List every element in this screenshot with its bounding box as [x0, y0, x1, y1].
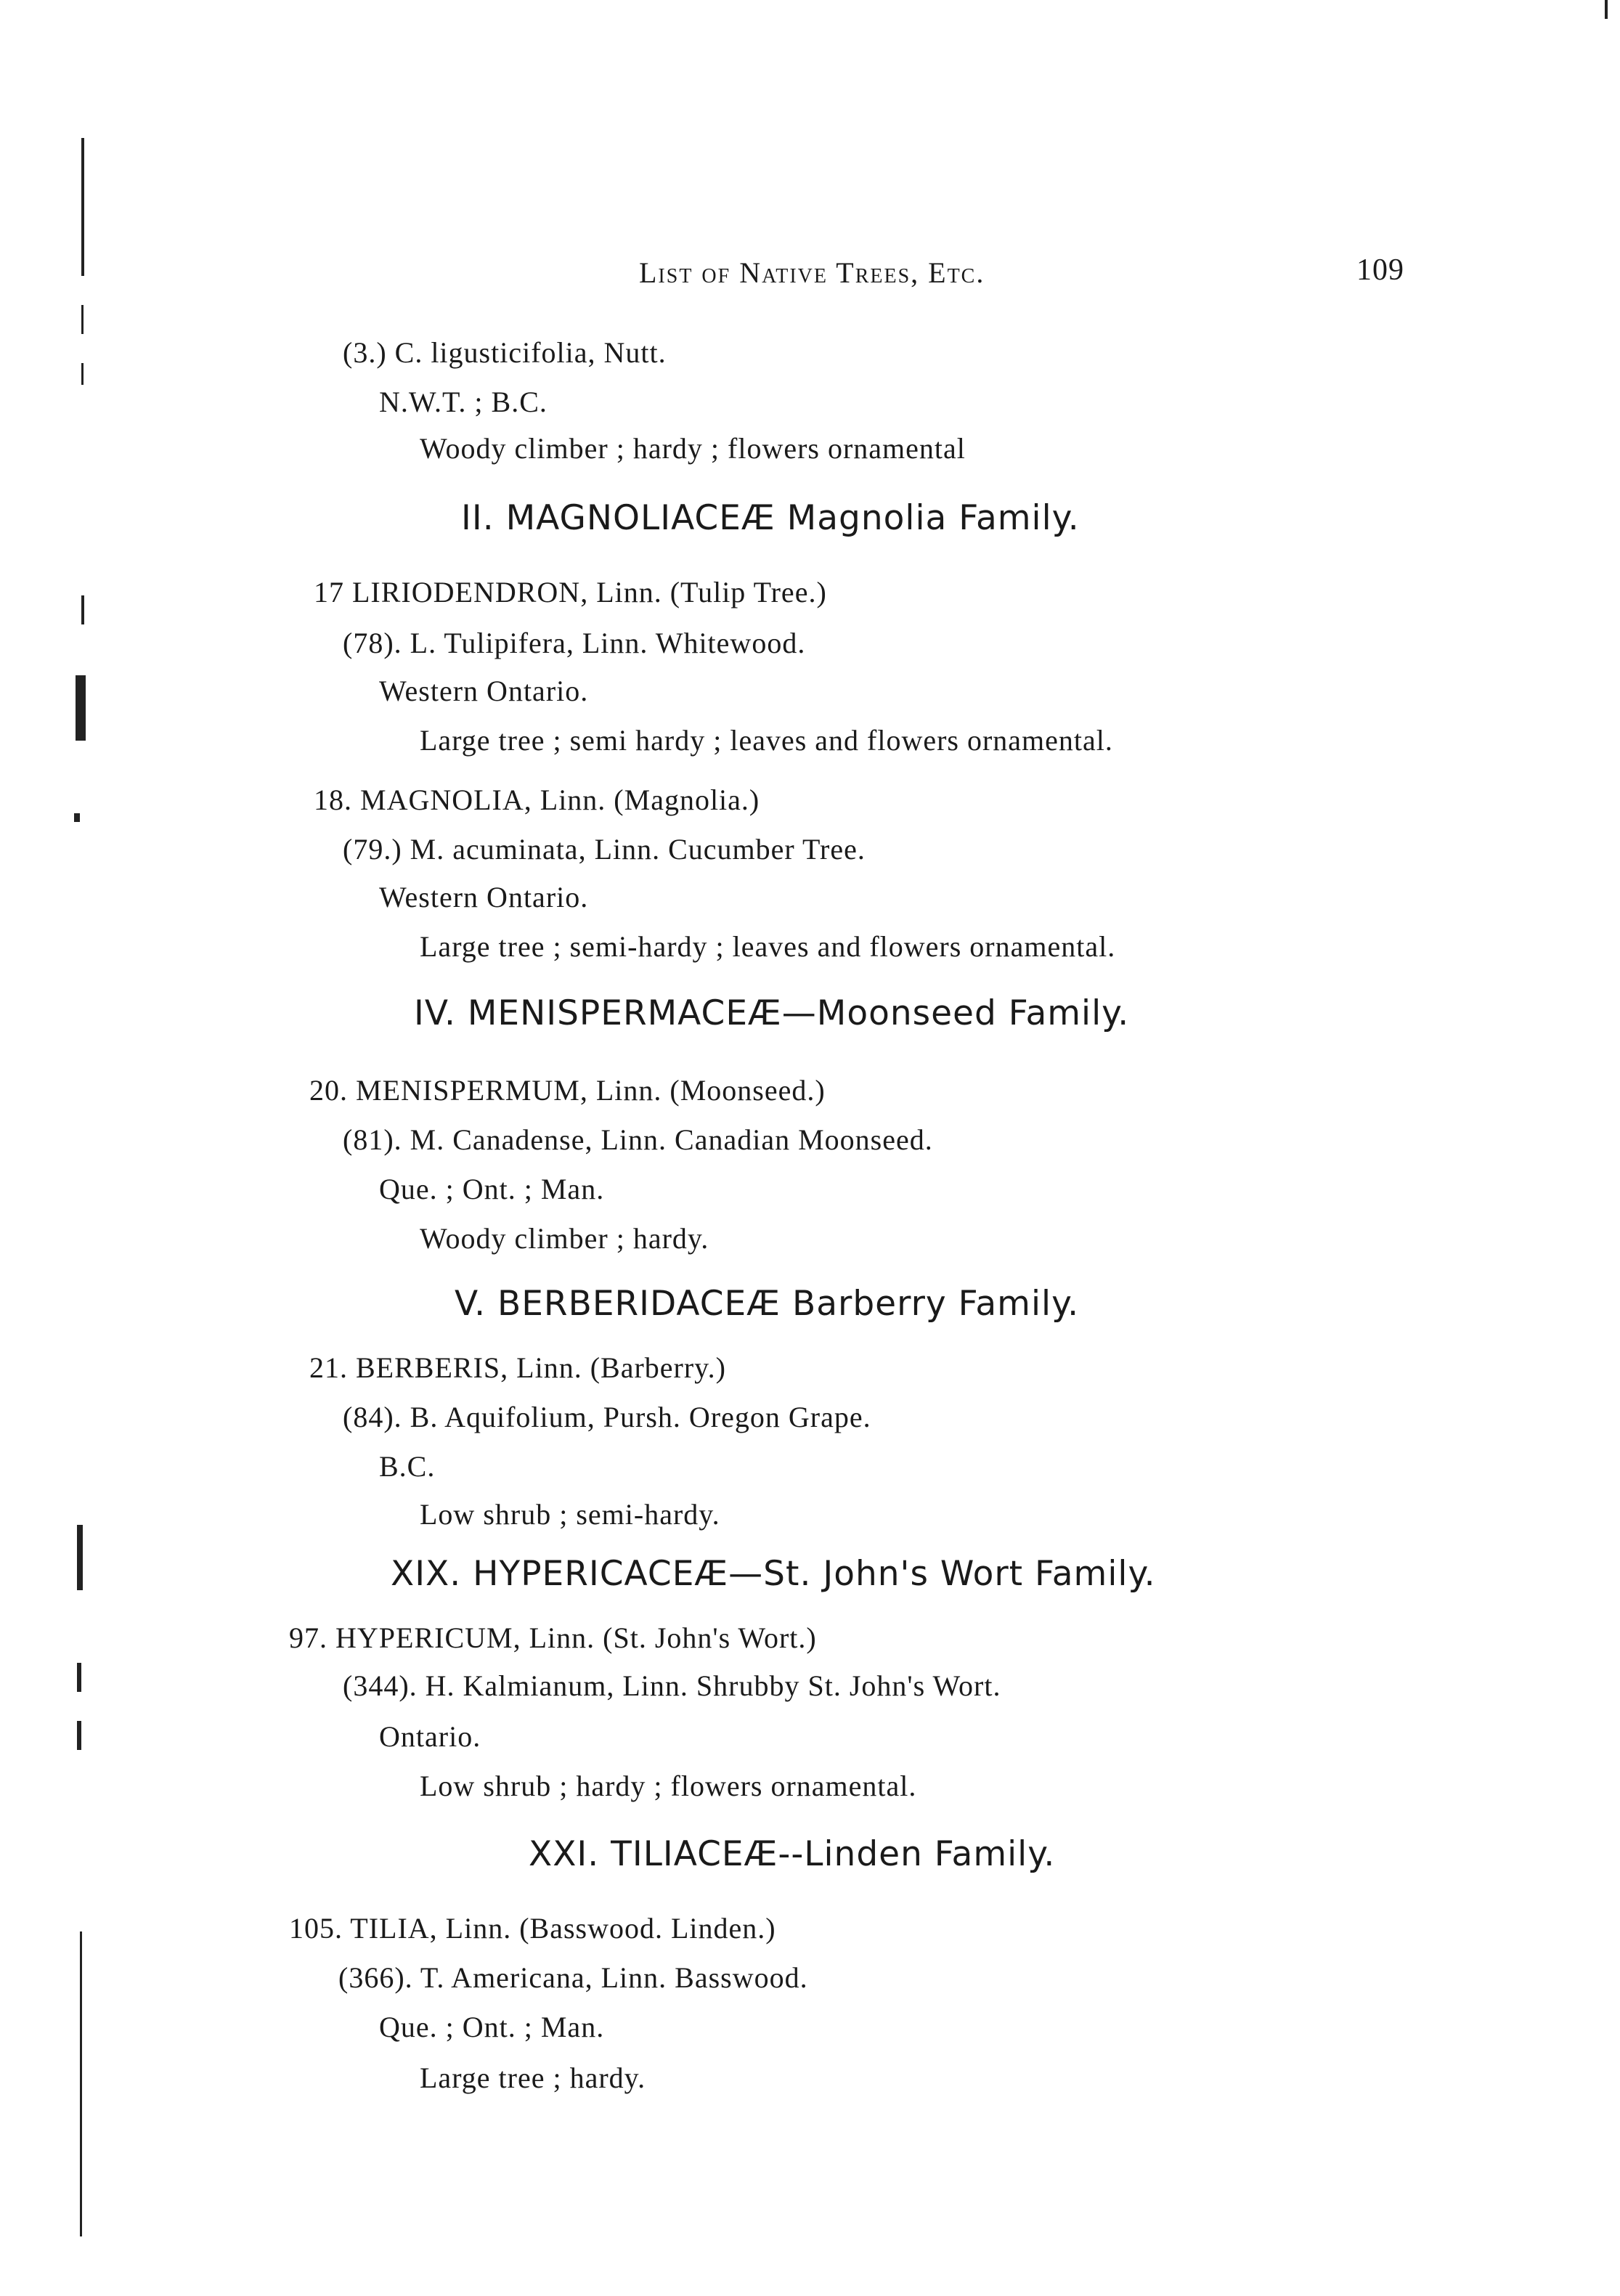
species-line: (79.) M. acuminata, Linn. Cucumber Tree. — [343, 833, 866, 866]
scan-artifact — [80, 1931, 82, 2236]
species-line: (3.) C. ligusticifolia, Nutt. — [343, 336, 667, 369]
genus-line: 20. MENISPERMUM, Linn. (Moonseed.) — [309, 1074, 826, 1107]
page-number: 109 — [1356, 253, 1404, 287]
family-heading: XXI. TILIACEÆ--Linden Family. — [529, 1834, 1056, 1874]
family-heading: V. BERBERIDACEÆ Barberry Family. — [455, 1284, 1080, 1324]
scan-artifact — [81, 595, 84, 624]
running-title: List of Native Trees, Etc. — [639, 256, 985, 289]
range-line: Que. ; Ont. ; Man. — [379, 2011, 605, 2043]
family-heading: II. MAGNOLIACEÆ Magnolia Family. — [461, 498, 1080, 538]
description-line: Large tree ; hardy. — [420, 2061, 646, 2094]
scan-artifact — [74, 813, 80, 822]
range-line: B.C. — [379, 1450, 436, 1483]
scan-artifact — [76, 675, 86, 741]
family-heading: IV. MENISPERMACEÆ—Moonseed Family. — [414, 993, 1130, 1033]
species-line: (366). T. Americana, Linn. Basswood. — [338, 1961, 808, 1994]
species-line: (81). M. Canadense, Linn. Canadian Moonseed. — [343, 1123, 933, 1156]
range-line: Ontario. — [379, 1720, 481, 1753]
range-line: Western Ontario. — [379, 675, 589, 707]
description-line: Woody climber ; hardy ; flowers ornamental — [420, 432, 966, 465]
scan-artifact — [77, 1663, 81, 1692]
description-line: Low shrub ; hardy ; flowers ornamental. — [420, 1770, 917, 1802]
scan-artifact — [81, 138, 84, 276]
scan-artifact — [1605, 0, 1608, 19]
species-line: (78). L. Tulipifera, Linn. Whitewood. — [343, 627, 806, 659]
description-line: Woody climber ; hardy. — [420, 1222, 709, 1255]
scan-artifact — [77, 1525, 83, 1590]
scan-artifact — [77, 1721, 81, 1750]
description-line: Low shrub ; semi-hardy. — [420, 1498, 720, 1531]
description-line: Large tree ; semi hardy ; leaves and flowers ornamental. — [420, 724, 1113, 757]
genus-line: 17 LIRIODENDRON, Linn. (Tulip Tree.) — [314, 576, 827, 608]
range-line: N.W.T. ; B.C. — [379, 386, 548, 418]
description-line: Large tree ; semi-hardy ; leaves and flowers ornamental. — [420, 930, 1116, 963]
genus-line: 18. MAGNOLIA, Linn. (Magnolia.) — [314, 783, 760, 816]
family-heading: XIX. HYPERICACEÆ—St. John's Wort Family. — [391, 1554, 1156, 1594]
genus-line: 21. BERBERIS, Linn. (Barberry.) — [309, 1351, 726, 1384]
range-line: Western Ontario. — [379, 881, 589, 913]
genus-line: 97. HYPERICUM, Linn. (St. John's Wort.) — [289, 1621, 817, 1654]
genus-line: 105. TILIA, Linn. (Basswood. Linden.) — [289, 1912, 776, 1945]
scan-artifact — [81, 305, 84, 334]
scan-artifact — [81, 363, 84, 385]
range-line: Que. ; Ont. ; Man. — [379, 1173, 605, 1205]
species-line: (84). B. Aquifolium, Pursh. Oregon Grape. — [343, 1401, 871, 1433]
species-line: (344). H. Kalmianum, Linn. Shrubby St. John's Wort. — [343, 1669, 1001, 1702]
